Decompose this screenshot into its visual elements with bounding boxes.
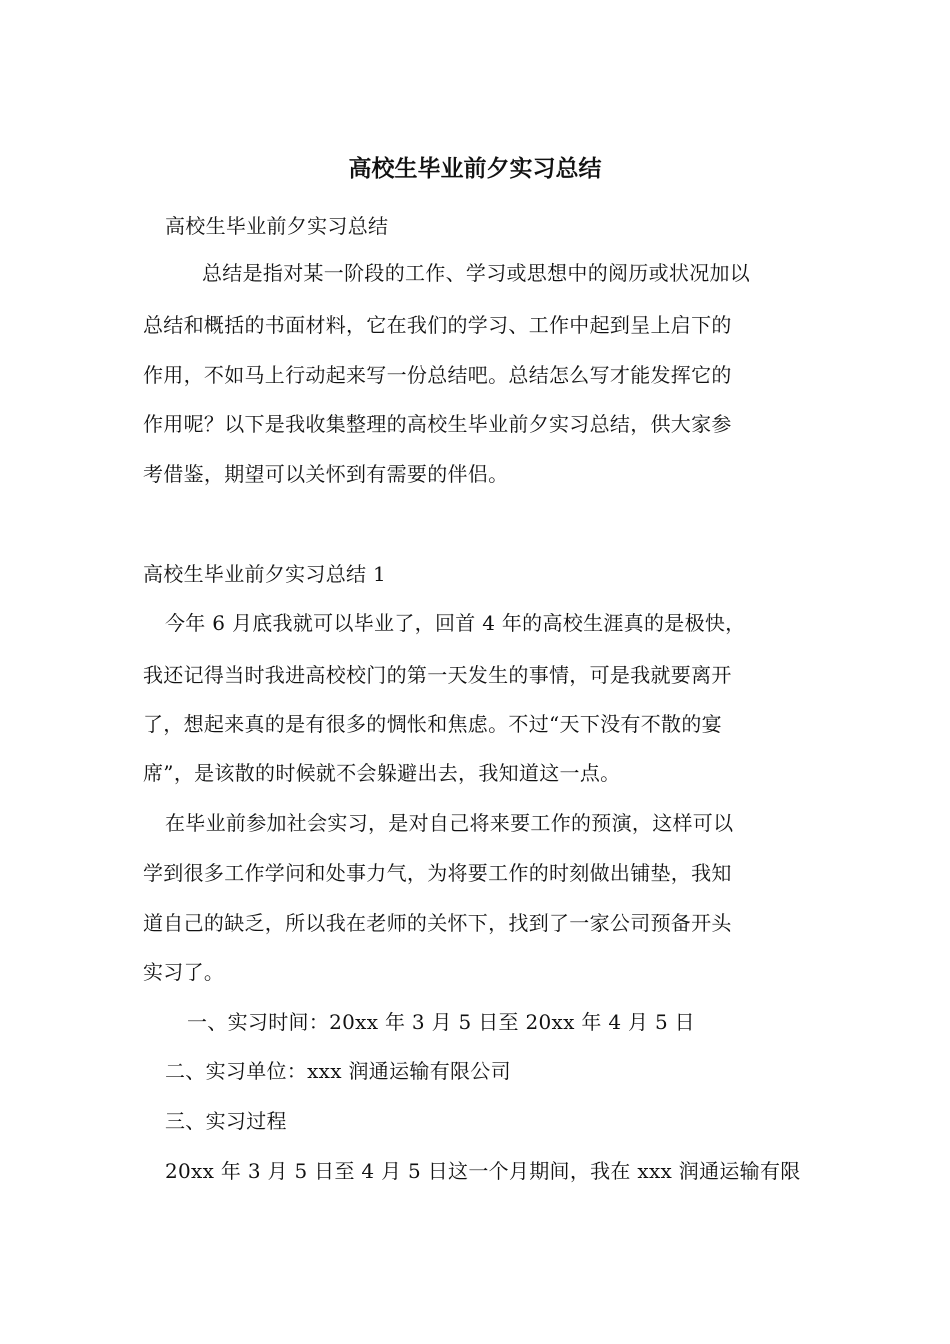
- list-item-process: 三、实习过程: [165, 1109, 287, 1133]
- list-item-time: 一、实习时间：20xx 年 3 月 5 日至 20xx 年 4 月 5 日: [187, 1010, 695, 1034]
- paragraph2-line-4: 实习了。: [143, 960, 225, 984]
- paragraph1-line-3: 了，想起来真的是有很多的惆怅和焦虑。不过“天下没有不散的宴: [143, 712, 722, 736]
- paragraph1-line-2: 我还记得当时我进高校校门的第一天发生的事情，可是我就要离开: [143, 663, 732, 687]
- intro-line-2: 总结和概括的书面材料，它在我们的学习、工作中起到呈上启下的: [143, 313, 732, 337]
- document-title: 高校生毕业前夕实习总结: [348, 155, 602, 182]
- document-subtitle: 高校生毕业前夕实习总结: [165, 214, 389, 238]
- body-last-line: 20xx 年 3 月 5 日至 4 月 5 日这一个月期间，我在 xxx 润通运输有限: [165, 1159, 801, 1183]
- list-item-unit: 二、实习单位：xxx 润通运输有限公司: [165, 1059, 511, 1083]
- paragraph2-line-1: 在毕业前参加社会实习，是对自己将来要工作的预演，这样可以: [165, 811, 734, 835]
- paragraph1-line-1: 今年 6 月底我就可以毕业了，回首 4 年的高校生涯真的是极快，: [165, 611, 746, 635]
- paragraph2-line-3: 道自己的缺乏，所以我在老师的关怀下，找到了一家公司预备开头: [143, 911, 732, 935]
- intro-line-5: 考借鉴，期望可以关怀到有需要的伴侣。: [143, 462, 509, 486]
- paragraph1-line-4: 席”，是该散的时候就不会躲避出去，我知道这一点。: [143, 761, 621, 785]
- section-heading: 高校生毕业前夕实习总结 1: [143, 562, 386, 586]
- intro-line-4: 作用呢？以下是我收集整理的高校生毕业前夕实习总结，供大家参: [143, 412, 732, 436]
- intro-line-3: 作用，不如马上行动起来写一份总结吧。总结怎么写才能发挥它的: [143, 363, 732, 387]
- intro-line-1: 总结是指对某一阶段的工作、学习或思想中的阅历或状况加以: [202, 261, 751, 285]
- paragraph2-line-2: 学到很多工作学问和处事力气，为将要工作的时刻做出铺垫，我知: [143, 861, 732, 885]
